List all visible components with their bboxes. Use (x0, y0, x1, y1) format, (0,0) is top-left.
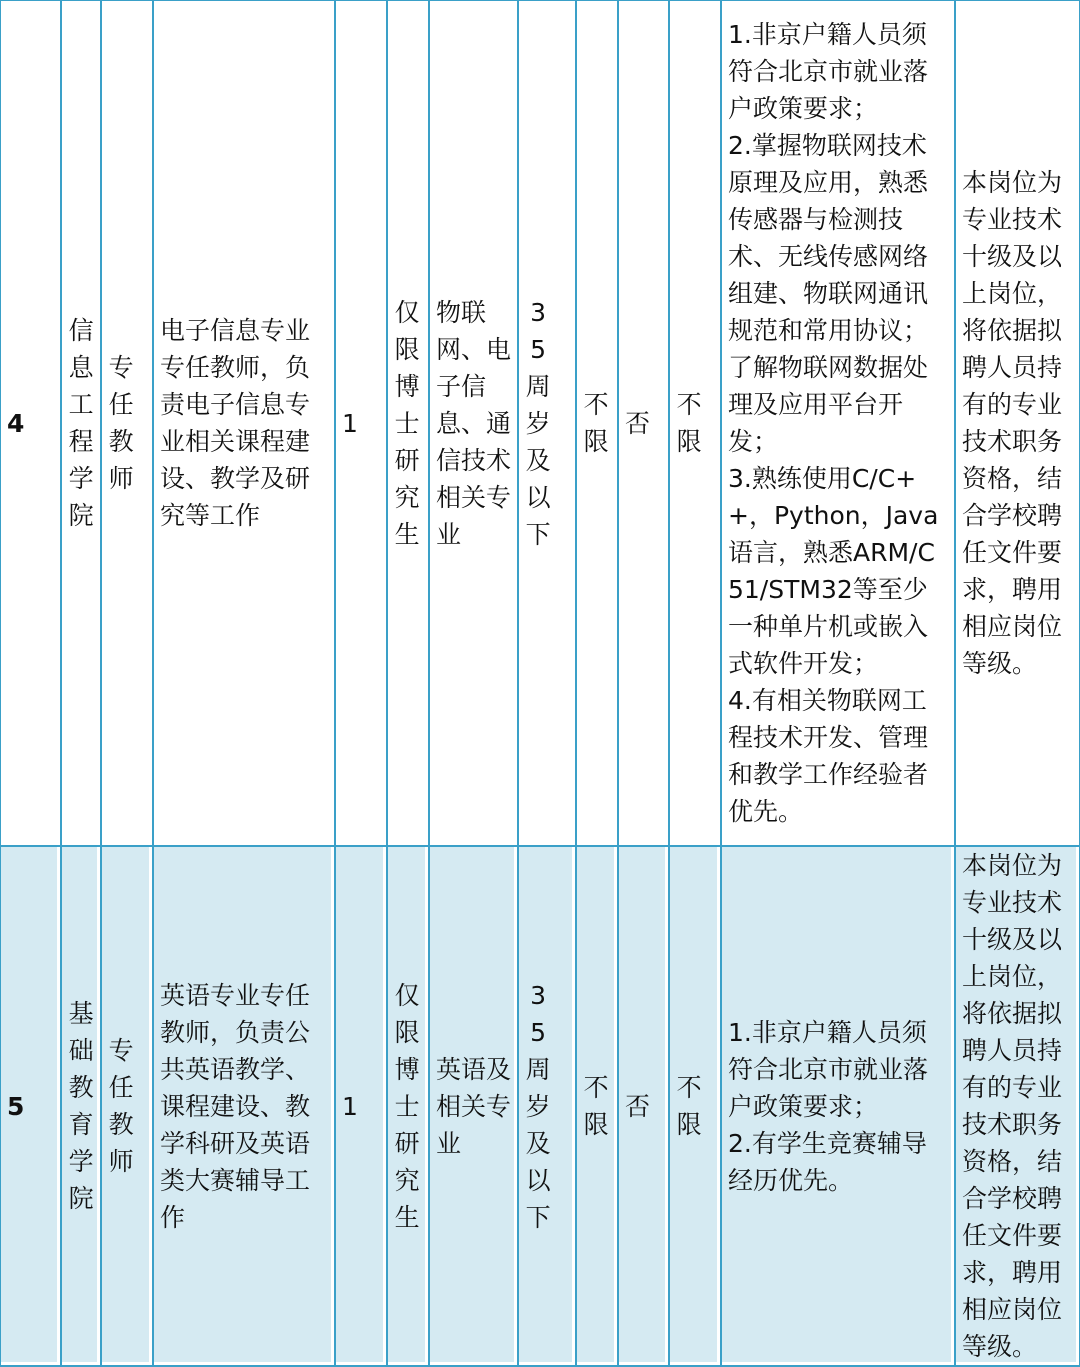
requirements: 1.非京户籍人员须符合北京市就业落户政策要求； 2.有学生竞赛辅导经历优先。 (722, 847, 956, 1367)
post-cell (102, 847, 154, 1367)
limit-b: 不限 (676, 390, 702, 456)
department: 信息工程学院 (68, 316, 94, 530)
row-number: 5 (1, 847, 62, 1367)
education: 仅限博士研究生 (394, 297, 420, 549)
yes-no-cell: 否 (619, 1, 670, 847)
age-cell (519, 1, 577, 847)
limit-cell-b (670, 847, 722, 1367)
post-name: 专任教师 (108, 353, 134, 493)
headcount: 1 (336, 1, 388, 847)
limit-cell-a (577, 847, 619, 1367)
age-limit: 35周岁及以下 (525, 980, 551, 1232)
education-cell (388, 1, 430, 847)
age-cell (519, 847, 577, 1367)
post-name: 专任教师 (108, 1036, 134, 1176)
major: 物联网、电子信息、通信技术相关专业 (430, 1, 519, 847)
remarks: 本岗位为专业技术十级及以上岗位，将依据拟聘人员持有的专业技术职务资格，结合学校聘任文件要求，聘用相应岗位等级。 (956, 847, 1080, 1367)
department-cell (62, 1, 102, 847)
limit-cell-b (670, 1, 722, 847)
table-row (1, 847, 1080, 1367)
table-row (1, 1, 1080, 847)
department-cell (62, 847, 102, 1367)
age-limit: 35周岁及以下 (525, 297, 551, 549)
limit-a: 不限 (583, 390, 609, 456)
job-duties: 电子信息专业专任教师，负责电子信息专业相关课程建设、教学及研究等工作 (154, 1, 336, 847)
limit-b: 不限 (676, 1073, 702, 1139)
row-number: 4 (1, 1, 62, 847)
job-duties: 英语专业专任教师，负责公共英语教学、课程建设、教学科研及英语类大赛辅导工作 (154, 847, 336, 1367)
major: 英语及相关专业 (430, 847, 519, 1367)
post-cell (102, 1, 154, 847)
remarks: 本岗位为专业技术十级及以上岗位，将依据拟聘人员持有的专业技术职务资格，结合学校聘任文件要求，聘用相应岗位等级。 (956, 1, 1080, 847)
yes-no-cell: 否 (619, 847, 670, 1367)
limit-a: 不限 (583, 1073, 609, 1139)
education-cell (388, 847, 430, 1367)
department: 基础教育学院 (68, 999, 94, 1213)
requirements: 1.非京户籍人员须符合北京市就业落户政策要求； 2.掌握物联网技术原理及应用，熟悉传感器与检测技术、无线传感网络组建、物联网通讯规范和常用协议；了解物联网数据处理及应用平台开发； 3.熟练使用C/C++，Python，Java 语言，熟悉ARM/C51/STM32等至少一种单片机或嵌入式软件开发； 4.有相关物联网工程技术开发、管理和教学工作经验者优先。 (722, 1, 956, 847)
limit-cell-a (577, 1, 619, 847)
headcount: 1 (336, 847, 388, 1367)
education: 仅限博士研究生 (394, 980, 420, 1232)
